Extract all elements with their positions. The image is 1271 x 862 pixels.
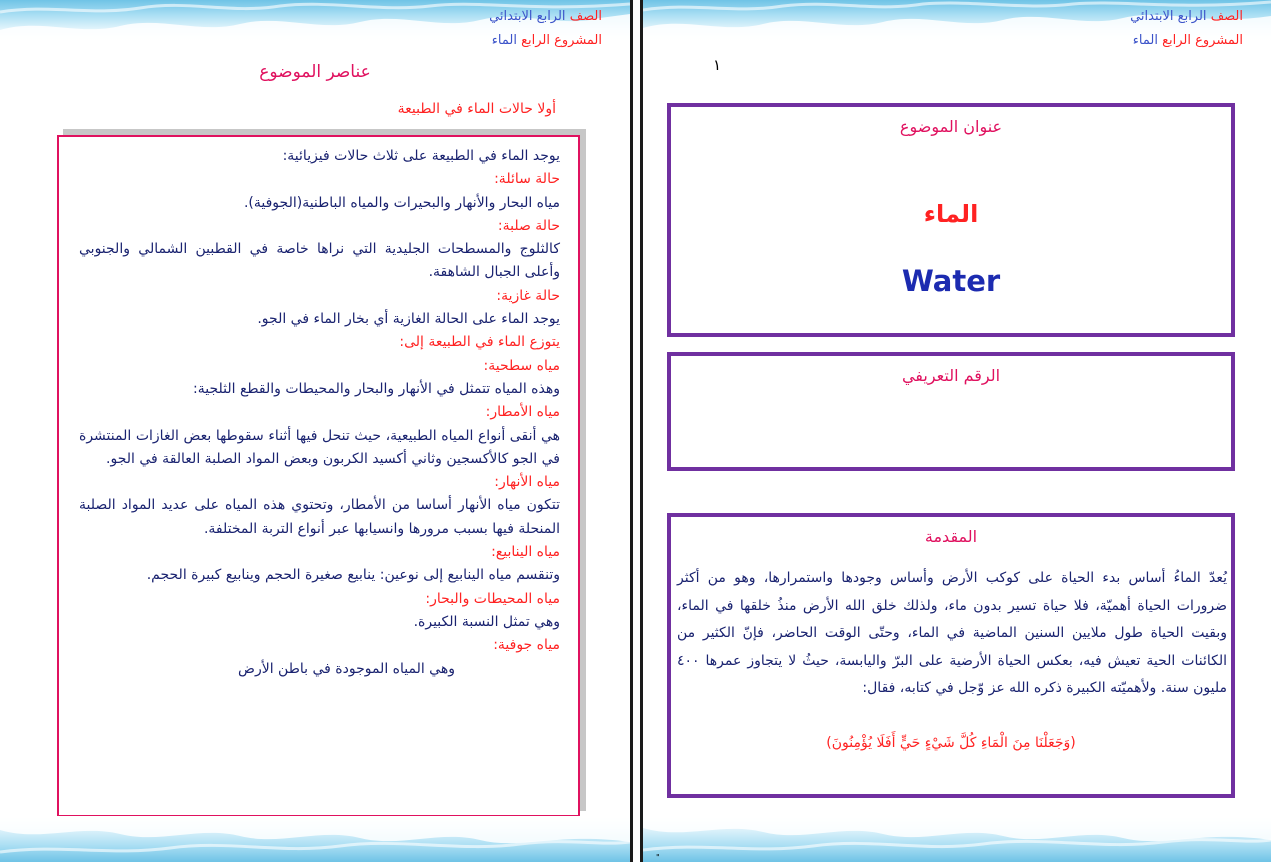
water-type-label: مياه المحيطات والبحار:: [425, 590, 560, 607]
grade-name: الرابع الابتدائي: [489, 9, 566, 24]
footer-mark: ": [656, 853, 660, 862]
state-text: مياه البحار والأنهار والبحيرات والمياه الباطنية(الجوفية).: [243, 194, 560, 211]
quran-verse: (وَجَعَلْنَا مِنَ الْمَاءِ كُلَّ شَيْءٍ حَيٍّ أَفَلَا يُؤْمِنُونَ): [826, 735, 1076, 751]
water-type-label: مياه الأنهار:: [494, 474, 560, 491]
water-type-text: وتنقسم مياه الينابيع إلى نوعين: ينابيع صغيرة الحجم وينابيع كبيرة الحجم.: [146, 567, 560, 584]
section-heading: أولا حالات الماء في الطبيعة: [397, 101, 556, 117]
gutter-line-left: [630, 0, 633, 862]
states-intro: يوجد الماء في الطبيعة على ثلاث حالات فيزيائية:: [282, 148, 560, 164]
water-type-label: مياه سطحية:: [483, 357, 560, 374]
project-name: الماء: [491, 33, 517, 48]
state-label: حالة غازية:: [496, 287, 560, 304]
grade-header: [1130, 9, 1243, 24]
bottom-water-border: [0, 816, 630, 862]
distribution-heading: يتوزع الماء في الطبيعة إلى:: [399, 334, 560, 351]
project-header: [1133, 33, 1243, 48]
grade-prefix: الصف: [1210, 9, 1243, 24]
bottom-water-border: [643, 816, 1271, 862]
left-page: [0, 0, 630, 862]
state-label: حالة صلبة:: [497, 217, 560, 234]
topic-elements-title: عناصر الموضوع: [259, 62, 371, 82]
water-type-text: تتكون مياه الأنهار أساسا من الأمطار، وتحتوي هذه المياه على عديد المواد الصلبة المنحلة فيها بسبب مرورها وانسيابها عبر أنواع التربة المختلفة.: [79, 497, 560, 537]
topic-box-title: عنوان الموضوع: [899, 117, 1003, 136]
introduction-box: [667, 513, 1235, 798]
grade-prefix: الصف: [569, 9, 602, 24]
project-name: الماء: [1132, 33, 1158, 48]
water-type-text: هي أنقى أنواع المياه الطبيعية، حيث تنحل فيها أثناء سقوطها بعض الغازات المنتشرة في الجو كالأكسجين وثاني أكسيد الكربون وبعض المواد الصلبة العالقة في الجو.: [79, 427, 560, 467]
project-prefix: المشروع الرابع: [1162, 33, 1243, 48]
page-gutter: [630, 0, 643, 862]
topic-arabic-name: الماء: [923, 200, 979, 228]
water-type-text: وهذه المياه تتمثل في الأنهار والبحار والمحيطات والقطع الثلجية:: [193, 380, 560, 397]
state-label: حالة سائلة:: [494, 171, 560, 188]
grade-header: [489, 9, 602, 24]
id-number-box: [667, 352, 1235, 471]
intro-box-title: المقدمة: [924, 527, 978, 546]
topic-english-name: Water: [901, 264, 1001, 298]
content-box: [57, 135, 580, 817]
water-type-text: وهي تمثل النسبة الكبيرة.: [413, 613, 560, 630]
content-text: [79, 145, 560, 681]
state-text: كالثلوج والمسطحات الجليدية التي نراها خاصة في القطبين الشمالي والجنوبي وأعلى الجبال الشاهقة.: [79, 241, 560, 281]
water-type-text: وهي المياه الموجودة في باطن الأرض: [238, 660, 455, 677]
project-header: [492, 33, 602, 48]
right-page: [643, 0, 1271, 862]
water-type-label: مياه الأمطار:: [485, 404, 560, 421]
intro-text: يُعدّ الماءُ أساس بدء الحياة على كوكب الأرض وأساس وجودها واستمرارها، وهو من أكثر ضرورات الحياة أهميّة، فلا حياة تسير بدون ماء، ولذلك خلق الله الأرض منذُ خلقها في الماء، وبقيت الحياة طول ملايين السنين الماضية في الماء، وحتّى الوقت الحاضر، فإنّ الكثير من الكائنات الحية تعيش فيه، بعكس الحياة الأرضية على البرّ واليابسة، حيثُ لا يتجاوز عمرها ٤٠٠ مليون سنة. ولأهميّته الكبيرة ذكره الله عز وّجل في كتابه، فقال:: [677, 570, 1227, 696]
project-prefix: المشروع الرابع: [521, 33, 602, 48]
water-type-label: مياه الينابيع:: [491, 544, 560, 561]
water-type-label: مياه جوفية:: [493, 637, 560, 654]
topic-title-box: [667, 103, 1235, 337]
state-text: يوجد الماء على الحالة الغازية أي بخار الماء في الجو.: [257, 311, 560, 328]
grade-name: الرابع الابتدائي: [1130, 9, 1207, 24]
page-number: ١: [713, 56, 722, 74]
id-box-title: الرقم التعريفي: [901, 366, 1001, 385]
